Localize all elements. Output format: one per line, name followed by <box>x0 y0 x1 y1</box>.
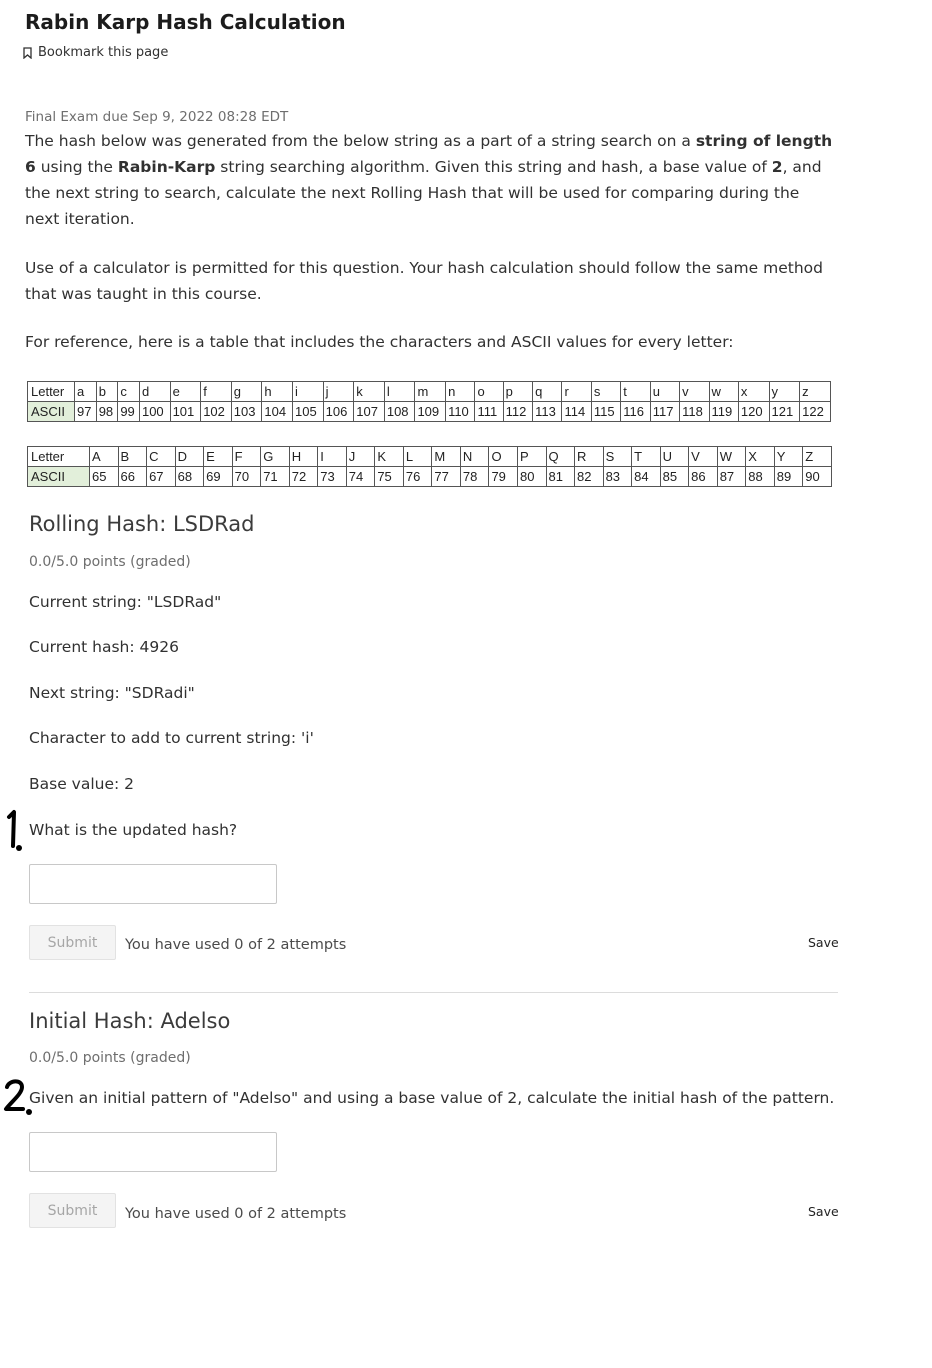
ascii-cell: 79 <box>489 467 518 487</box>
problem2-question: Given an initial pattern of "Adelso" and using a base value of 2, calculate the initial hash of the pattern. <box>29 1089 835 1107</box>
ascii-cell: 71 <box>261 467 290 487</box>
letter-cell: V <box>689 447 718 467</box>
problem2-attempts: You have used 0 of 2 attempts <box>125 1206 347 1222</box>
ascii-cell: 69 <box>204 467 233 487</box>
ascii-cell: 103 <box>231 402 262 422</box>
row-label: Letter <box>28 382 75 402</box>
letter-cell: j <box>323 382 354 402</box>
row-label: ASCII <box>28 402 75 422</box>
bookmark-button[interactable] <box>22 45 168 60</box>
ascii-cell: 100 <box>139 402 170 422</box>
letter-cell: P <box>517 447 546 467</box>
ascii-cell: 65 <box>90 467 119 487</box>
ascii-cell: 77 <box>432 467 461 487</box>
letter-cell: r <box>562 382 591 402</box>
ascii-cell: 81 <box>546 467 575 487</box>
problem1-points: 0.0/5.0 points (graded) <box>29 554 191 570</box>
ascii-cell: 66 <box>118 467 147 487</box>
ascii-cell: 97 <box>75 402 97 422</box>
ascii-cell: 101 <box>170 402 201 422</box>
letter-cell: h <box>262 382 293 402</box>
letter-cell: G <box>261 447 290 467</box>
letter-cell: y <box>769 382 800 402</box>
problem2-answer-input[interactable] <box>29 1132 277 1172</box>
letter-cell: I <box>318 447 347 467</box>
problem1-next-string: Next string: "SDRadi" <box>29 684 195 702</box>
letter-cell: L <box>403 447 432 467</box>
letter-cell: p <box>503 382 532 402</box>
ascii-cell: 99 <box>118 402 140 422</box>
intro-paragraph-3: For reference, here is a table that includes the characters and ASCII values for every letter: <box>25 333 734 351</box>
ascii-cell: 89 <box>774 467 803 487</box>
ascii-cell: 73 <box>318 467 347 487</box>
letter-cell: n <box>446 382 475 402</box>
ascii-cell: 108 <box>384 402 415 422</box>
ascii-cell: 105 <box>293 402 324 422</box>
ascii-cell: 83 <box>603 467 632 487</box>
handwritten-number-1 <box>3 808 25 858</box>
letter-cell: F <box>232 447 261 467</box>
ascii-cell: 106 <box>323 402 354 422</box>
ascii-cell: 70 <box>232 467 261 487</box>
letter-cell: i <box>293 382 324 402</box>
letter-cell: a <box>75 382 97 402</box>
letter-cell: S <box>603 447 632 467</box>
ascii-cell: 78 <box>460 467 489 487</box>
intro-paragraph-1: The hash below was generated from the below string as a part of a string search on a string of length 6 using the Rabin-Karp string searching algorithm. Given this string and hash, a base value of 2, and the next string to search, calculate the next Rolling Hash that will be used for comparing during the next iteration. <box>25 132 833 228</box>
ascii-cell: 68 <box>175 467 204 487</box>
letter-cell: T <box>632 447 661 467</box>
ascii-cell: 98 <box>96 402 118 422</box>
ascii-table-uppercase <box>27 446 832 487</box>
ascii-cell: 116 <box>621 402 650 422</box>
ascii-cell: 120 <box>738 402 769 422</box>
letter-cell: d <box>139 382 170 402</box>
ascii-cell: 87 <box>717 467 746 487</box>
table-row-letters <box>28 447 832 467</box>
ascii-cell: 112 <box>503 402 532 422</box>
problem2-submit-button[interactable]: Submit <box>29 1193 116 1228</box>
letter-cell: x <box>738 382 769 402</box>
letter-cell: J <box>346 447 375 467</box>
row-label: Letter <box>28 447 90 467</box>
ascii-cell: 118 <box>680 402 709 422</box>
divider <box>29 992 838 993</box>
letter-cell: U <box>660 447 689 467</box>
ascii-cell: 122 <box>800 402 831 422</box>
ascii-cell: 74 <box>346 467 375 487</box>
intro-paragraph-2: Use of a calculator is permitted for this question. Your hash calculation should follow the same method that was taught in this course. <box>25 259 823 303</box>
ascii-cell: 90 <box>803 467 832 487</box>
row-label: ASCII <box>28 467 90 487</box>
ascii-table-lowercase <box>27 381 831 422</box>
ascii-cell: 84 <box>632 467 661 487</box>
letter-cell: v <box>680 382 709 402</box>
letter-cell: e <box>170 382 201 402</box>
due-date: Final Exam due Sep 9, 2022 08:28 EDT <box>25 109 289 125</box>
ascii-cell: 88 <box>746 467 775 487</box>
bookmark-icon <box>22 47 33 59</box>
ascii-cell: 75 <box>375 467 404 487</box>
problem1-current-hash: Current hash: 4926 <box>29 638 179 656</box>
ascii-cell: 113 <box>533 402 562 422</box>
ascii-cell: 107 <box>354 402 385 422</box>
table-row-codes <box>28 467 832 487</box>
page-title: Rabin Karp Hash Calculation <box>25 10 346 34</box>
ascii-cell: 80 <box>517 467 546 487</box>
letter-cell: o <box>475 382 503 402</box>
problem2-save-button[interactable]: Save <box>808 1204 839 1219</box>
problem-intro <box>25 128 835 355</box>
letter-cell: M <box>432 447 461 467</box>
letter-cell: w <box>709 382 738 402</box>
letter-cell: l <box>384 382 415 402</box>
letter-cell: D <box>175 447 204 467</box>
ascii-cell: 119 <box>709 402 738 422</box>
ascii-cell: 121 <box>769 402 800 422</box>
problem2-points: 0.0/5.0 points (graded) <box>29 1050 191 1066</box>
letter-cell: R <box>575 447 604 467</box>
letter-cell: O <box>489 447 518 467</box>
bookmark-label: Bookmark this page <box>38 45 169 60</box>
ascii-cell: 85 <box>660 467 689 487</box>
letter-cell: X <box>746 447 775 467</box>
problem1-submit-button[interactable]: Submit <box>29 925 116 960</box>
problem1-answer-input[interactable] <box>29 864 277 904</box>
ascii-cell: 110 <box>446 402 475 422</box>
letter-cell: m <box>415 382 446 402</box>
letter-cell: N <box>460 447 489 467</box>
ascii-cell: 115 <box>591 402 620 422</box>
letter-cell: W <box>717 447 746 467</box>
letter-cell: c <box>118 382 140 402</box>
letter-cell: f <box>201 382 232 402</box>
letter-cell: H <box>289 447 318 467</box>
letter-cell: Q <box>546 447 575 467</box>
letter-cell: t <box>621 382 650 402</box>
ascii-cell: 111 <box>475 402 503 422</box>
ascii-cell: 104 <box>262 402 293 422</box>
letter-cell: k <box>354 382 385 402</box>
problem1-base-value: Base value: 2 <box>29 775 135 793</box>
problem1-char-to-add: Character to add to current string: 'i' <box>29 729 314 747</box>
letter-cell: B <box>118 447 147 467</box>
table-row-letters <box>28 382 831 402</box>
letter-cell: g <box>231 382 262 402</box>
ascii-cell: 102 <box>201 402 232 422</box>
table-row-codes <box>28 402 831 422</box>
ascii-cell: 117 <box>650 402 679 422</box>
letter-cell: q <box>533 382 562 402</box>
ascii-cell: 114 <box>562 402 591 422</box>
letter-cell: C <box>147 447 176 467</box>
letter-cell: Y <box>774 447 803 467</box>
letter-cell: K <box>375 447 404 467</box>
letter-cell: E <box>204 447 233 467</box>
problem1-title: Rolling Hash: LSDRad <box>29 512 255 536</box>
letter-cell: Z <box>803 447 832 467</box>
letter-cell: u <box>650 382 679 402</box>
ascii-cell: 76 <box>403 467 432 487</box>
ascii-cell: 67 <box>147 467 176 487</box>
ascii-cell: 109 <box>415 402 446 422</box>
problem1-current-string: Current string: "LSDRad" <box>29 593 222 611</box>
ascii-cell: 82 <box>575 467 604 487</box>
problem1-question: What is the updated hash? <box>29 821 238 839</box>
problem1-save-button[interactable]: Save <box>808 935 839 950</box>
handwritten-number-2 <box>2 1076 34 1122</box>
letter-cell: s <box>591 382 620 402</box>
letter-cell: A <box>90 447 119 467</box>
problem2-title: Initial Hash: Adelso <box>29 1009 231 1033</box>
ascii-cell: 72 <box>289 467 318 487</box>
letter-cell: z <box>800 382 831 402</box>
letter-cell: b <box>96 382 118 402</box>
problem1-attempts: You have used 0 of 2 attempts <box>125 937 347 953</box>
ascii-cell: 86 <box>689 467 718 487</box>
